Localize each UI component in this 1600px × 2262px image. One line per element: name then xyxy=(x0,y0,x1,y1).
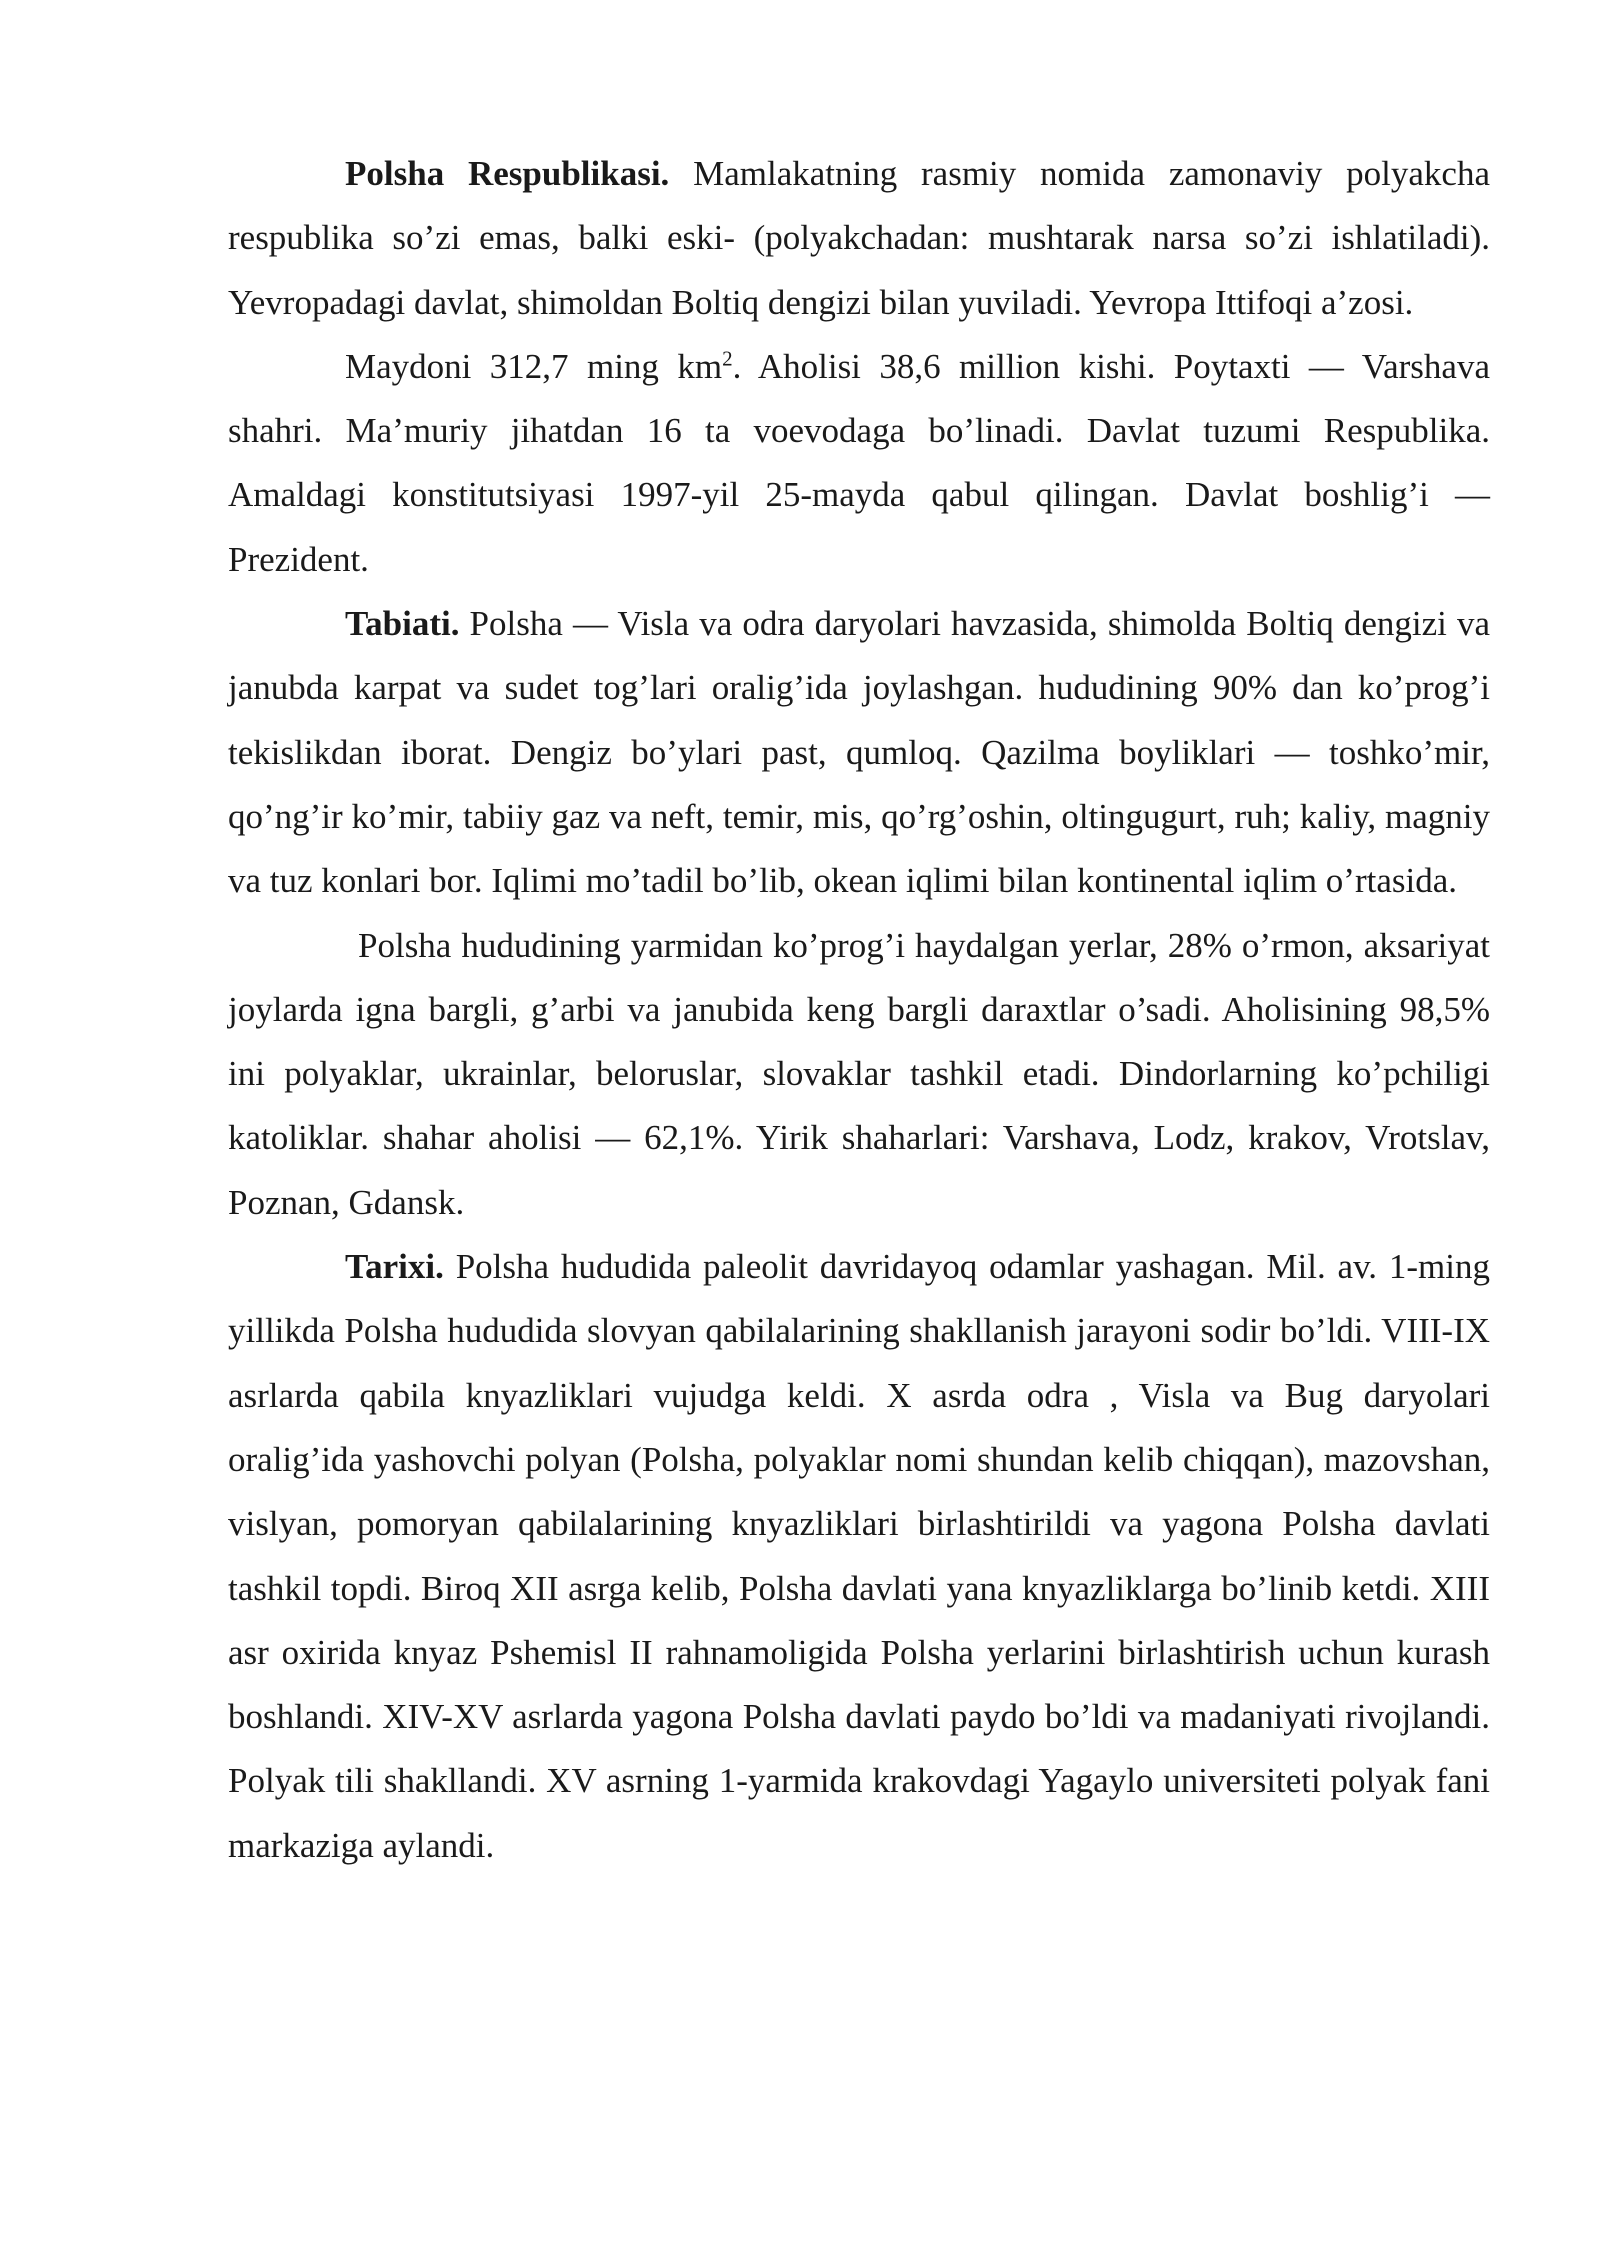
section-heading-nature: Tabiati. xyxy=(345,604,460,644)
paragraph-text: Polsha hududida paleolit davridayoq odamlar yashagan. Mil. av. 1-ming yillikda Polsha hududida slovyan qabilalarining shakllanish jarayoni sodir bo’ldi. VIII-IX asrlarda qabila knyazliklari vujudga keldi. X asrda odra , Visla va Bug daryolari oralig’ida yashovchi polyan (Polsha, polyaklar nomi shundan kelib chiqqan), mazovshan, vislyan, pomoryan qabilalarining knyazliklari birlashtirildi va yagona Polsha davlati tashkil topdi. Biroq XII asrga kelib, Polsha davlati yana knyazliklarga bo’linib ketdi. XIII asr oxirida knyaz Pshemisl II rahnamoligida Polsha yerlarini birlashtirish uchun kurash boshlandi. XIV-XV asrlarda yagona Polsha davlati paydo bo’ldi va madaniyati rivojlandi. Polyak tili shakllandi. XV asrning 1-yarmida krakovdagi Yagaylo universiteti polyak fani markaziga aylandi. xyxy=(228,1247,1490,1865)
paragraph-text: Polsha hududining yarmidan ko’prog’i haydalgan yerlar, 28% o’rmon, aksariyat joylarda igna bargli, g’arbi va janubida keng bargli daraxtlar o’sadi. Aholisining 98,5% ini polyaklar, ukrainlar, beloruslar, slovaklar tashkil etadi. Dindorlarning ko’pchiligi katoliklar. shahar aholisi — 62,1%. Yirik shaharlari: Varshava, Lodz, krakov, Vrotslav, Poznan, Gdansk. xyxy=(228,925,1490,1222)
paragraph-text: Mamlakatning rasmiy nomida zamonaviy polyakcha respublika so’zi emas, balki eski- (polyakchadan: mushtarak narsa so’zi ishlatiladi). Yevropadagi davlat, shimoldan Boltiq dengizi bilan yuviladi. Yevropa Ittifoqi a’zosi. xyxy=(228,154,1490,322)
section-heading-republic: Polsha Respublikasi. xyxy=(345,154,670,193)
paragraph-nature xyxy=(228,592,1490,913)
section-heading-history: Tarixi. xyxy=(345,1247,444,1287)
paragraph-text: Polsha — Visla va odra daryolari havzasida, shimolda Boltiq dengizi va janubda karpat va sudet tog’lari oralig’ida joylashgan. hududining 90% dan ko’prog’i tekislikdan iborat. Dengiz bo’ylari past, qumloq. Qazilma boyliklari — toshko’mir, qo’ng’ir ko’mir, tabiiy gaz va neft, temir, mis, qo’rg’oshin, oltingugurt, ruh; kaliy, magniy va tuz konlari bor. Iqlimi mo’tadil bo’lib, okean iqlimi bilan kontinental iqlim o’rtasida. xyxy=(228,604,1490,901)
paragraph-population xyxy=(228,914,1490,1235)
paragraph-intro xyxy=(228,142,1490,335)
paragraph-text: . Aholisi 38,6 million kishi. Poytaxti — Varshava shahri. Ma’muriy jihatdan 16 ta voevodaga bo’linadi. Davlat tuzumi Respublika. Amaldagi konstitutsiyasi 1997-yil 25-mayda qabul qilingan. Davlat boshlig’i — Prezident. xyxy=(228,346,1490,579)
paragraph-facts xyxy=(228,335,1490,592)
paragraph-text: Maydoni 312,7 ming km xyxy=(345,346,723,386)
superscript-exponent: 2 xyxy=(722,346,733,371)
document-page xyxy=(228,142,1490,1878)
paragraph-history xyxy=(228,1235,1490,1878)
